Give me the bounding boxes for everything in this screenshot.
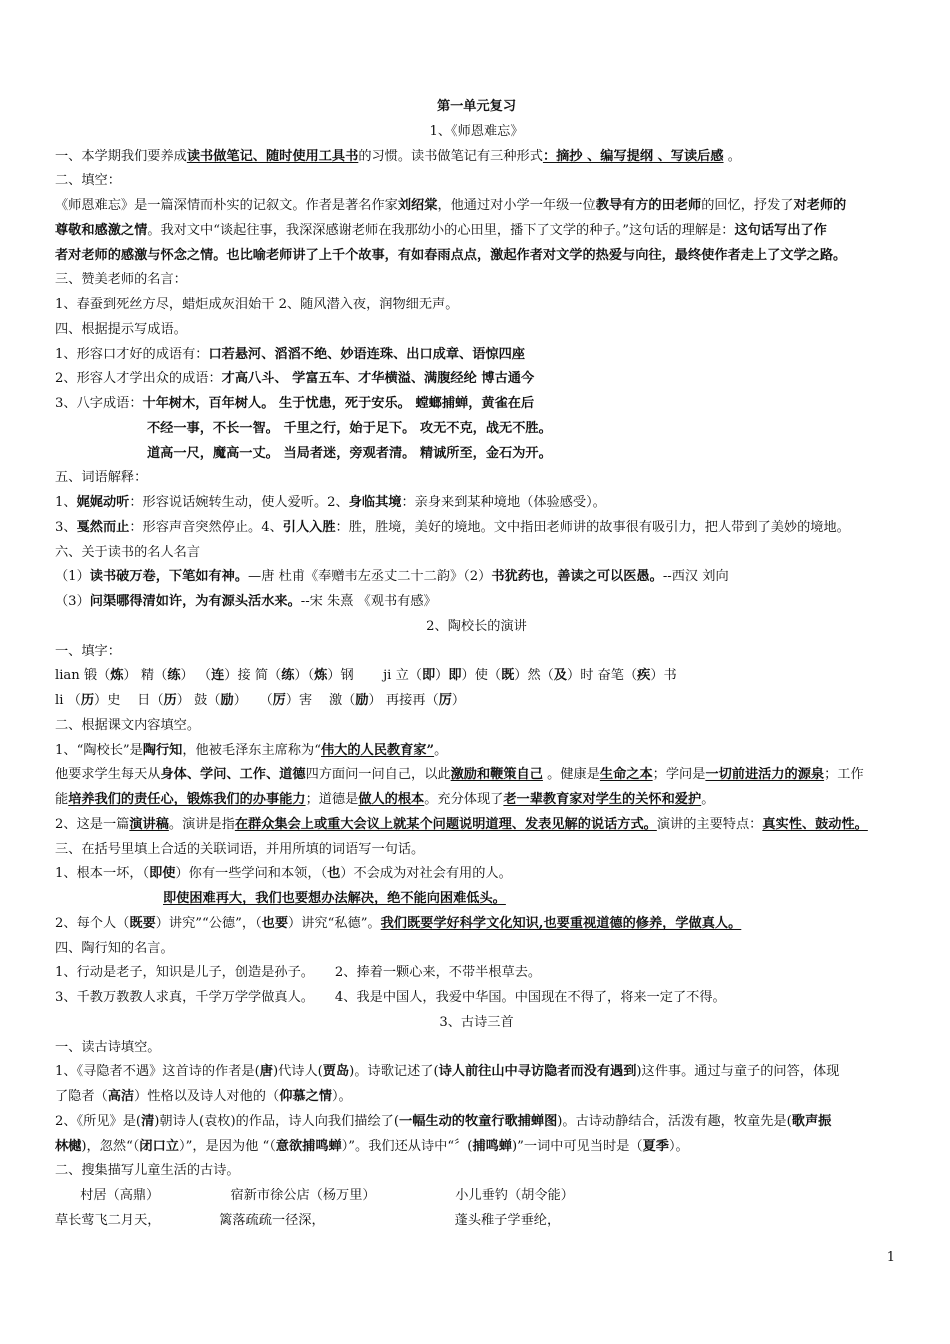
page-number: 1 [886,1250,895,1265]
text-line: 1、春蚕到死丝方尽，蜡炬成灰泪始干 2、随风潜入夜，润物细无声。 [55,297,459,312]
document-body [55,95,898,1234]
text-line: 3、戛然而止：形容声音突然停止。4、引人入胜：胜，胜境，美好的境地。文中指田老师讲的故事很有吸引力，把人带到了美妙的境地。 [55,519,850,535]
text-line: 四、根据提示写成语。 [55,321,187,337]
text-line: 二、填空： [55,173,121,189]
text-line: 2、陶校长的演讲 [426,618,527,634]
text-line: 林樾)，忽然“（闭口立）”，是因为他 “（意欲捕鸣蝉）”。我们还从诗中“〞(捕鸣蝉)”一词中可见当时是（夏季）。 [55,1138,689,1154]
text-line: 1、形容口才好的成语有：口若悬河、滔滔不绝、妙语连珠、出口成章、语惊四座 [55,346,525,362]
document-title: 第一单元复习 [436,99,517,114]
text-line: 一、填字： [55,643,121,659]
text-line: li （历）史 日（历） 鼓（励） （厉）害 激（励） 再接再（厉） [55,693,466,708]
text-line: 1、娓娓动听：形容说话婉转生动，使人爱听。2、身临其境：亲身来到某种境地（体验感受）。 [55,495,606,510]
text-line: 一、本学期我们要养成读书做笔记、随时使用工具书的习惯。读书做笔记有三种形式：摘抄 、编写提纲 、写读后感 。 [55,148,741,164]
text-line: 能培养我们的责任心，锻炼我们的办事能力；道德是做人的根本。充分体现了老一辈教育家对学生的关怀和爱护。 [55,792,715,807]
text-line: lian 锻（炼） 精（练） （连）接 简（练）（炼）钢 ji 立（即）即）使（既）然（及）时 奋笔（疾）书 [55,668,677,684]
text-line: 二、根据课文内容填空。 [55,717,201,733]
text-line: 尊敬和感激之情。我对文中“谈起往事，我深深感谢老师在我那幼小的心田里，播下了文学的种子。”这句话的理解是：这句话写出了作 [55,222,827,238]
text-line: 1、《师恩难忘》 [429,123,524,139]
text-line: （3）问渠哪得清如许，为有源头活水来。--宋 朱熹 《观书有感》 [55,594,437,609]
text-line: 村居（高鼎） 宿新市徐公店（杨万里） 小儿垂钓（胡令能） [55,1188,574,1203]
text-line: 即使困难再大，我们也要想办法解决，绝不能向困难低头。 [163,891,506,906]
text-line: 道高一尺，魔高一丈。 当局者迷，旁观者清。 精诚所至，金石为开。 [147,445,552,461]
text-line: 3、千教万教教人求真，千学万学学做真人。 4、我是中国人，我爱中华国。中国现在不得了，将来一定了不得。 [55,990,726,1005]
text-line: 1、根本一坏，（即使）你有一些学问和本领，（也）不会成为对社会有用的人。 [55,866,512,882]
text-line: 一、读古诗填空。 [55,1039,161,1055]
text-line: 3、八字成语：十年树木，百年树人。 生于忧患，死于安乐。 螳螂捕蝉，黄雀在后 [55,396,535,411]
text-line: 不经一事，不长一智。 千里之行，始于足下。 攻无不克，战无不胜。 [147,420,552,436]
text-line: 2、每个人（既要）讲究”“公德”，（也要）讲究“私德”。我们既要学好科学文化知识,也要重视道德的修养，学做真人。 [55,915,742,931]
text-line: 二、搜集描写儿童生活的古诗。 [55,1163,240,1179]
text-line: 2、形容人才学出众的成语：才高八斗、 学富五车、才华横溢、满腹经纶 博古通今 [55,371,535,387]
text-line: （1）读书破万卷，下笔如有神。—唐 杜甫《奉赠韦左丞丈二十二韵》（2）书犹药也，善读之可以医愚。--西汉 刘向 [55,569,729,585]
text-line: 1、行动是老子，知识是儿子，创造是孙子。 2、捧着一颗心来，不带半根草去。 [55,965,542,981]
text-line: 3、古诗三首 [439,1014,514,1030]
text-line: 三、在括号里填上合适的关联词语，并用所填的词语写一句话。 [55,841,425,857]
text-line: 了隐者（高洁）性格以及诗人对他的（仰慕之情）。 [55,1089,352,1104]
text-line: 1、《寻隐者不遇》这首诗的作者是(唐)代诗人(贾岛)。诗歌记述了(诗人前往山中寻访隐者而没有遇到)这件事。通过与童子的问答，体现 [55,1064,840,1080]
text-line: 五、词语解释： [55,470,148,486]
text-line: 1、“陶校长”是陶行知，他被毛泽东主席称为“伟大的人民教育家”。 [55,742,448,758]
text-line: 三、赞美老师的名言： [55,272,187,288]
text-line: 2、《所见》是(清)朝诗人(袁枚)的作品，诗人向我们描绘了(一幅生动的牧童行歌捕蝉图)。古诗动静结合，活泼有趣，牧童先是(歌声振 [55,1113,832,1129]
text-line: 《师恩难忘》是一篇深情而朴实的记叙文。作者是著名作家刘绍棠，他通过对小学一年级一位教导有方的田老师的回忆，抒发了对老师的 [55,198,847,213]
text-line: 者对老师的感激与怀念之情。也比喻老师讲了上千个故事，有如春雨点点，激起作者对文学的热爱与向往，最终使作者走上了文学之路。 [55,247,847,263]
text-line: 六、关于读书的名人名言 [55,544,201,560]
text-line: 他要求学生每天从身体、学问、工作、道德四方面问一问自己，以此激励和鞭策自己 。健康是生命之本；学问是一切前进活力的源泉；工作 [55,767,864,783]
text-line: 四、陶行知的名言。 [55,940,174,956]
text-line: 草长莺飞二月天， 篱落疏疏一径深， 蓬头稚子学垂纶， [55,1212,561,1228]
text-line: 2、这是一篇演讲稿。演讲是指在群众集会上或重大会议上就某个问题说明道理、发表见解的说话方式。演讲的主要特点：真实性、鼓动性。 [55,816,868,832]
